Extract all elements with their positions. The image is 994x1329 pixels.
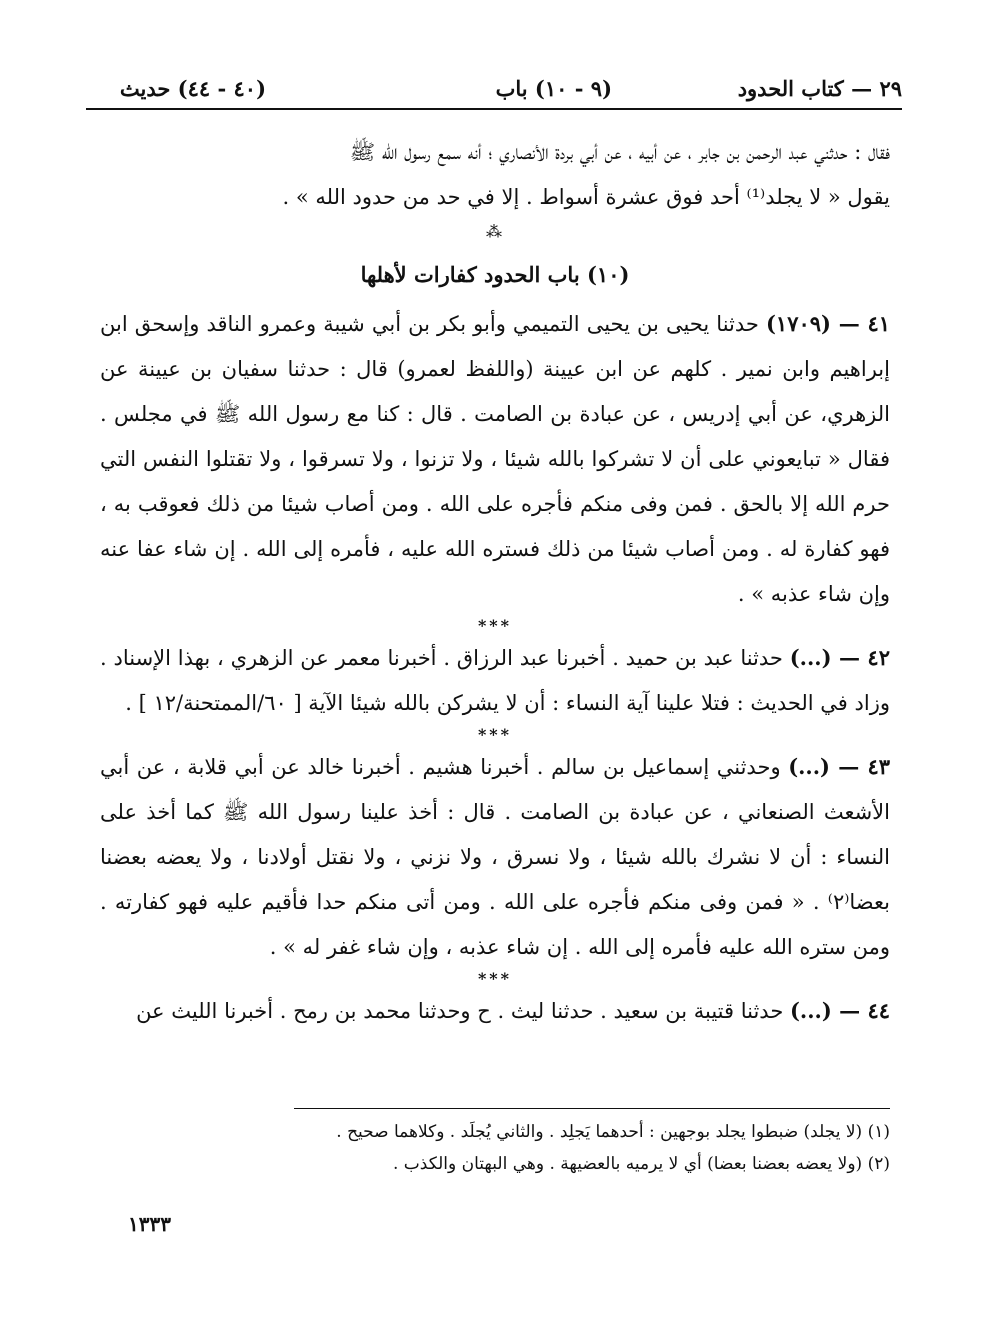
footnote-rule — [294, 1108, 890, 1109]
separator-stars: *** — [477, 725, 513, 744]
chapter-title: (١٠) باب الحدود كفارات لأهلها — [360, 262, 630, 287]
separator-ornament: ⁂ — [486, 222, 504, 241]
running-header — [86, 70, 902, 106]
hadith-42 — [100, 635, 890, 726]
hadith-text: حدثنا قتيبة بن سعيد . حدثنا ليث . ح وحدثنا محمد بن رمح . أخبرنا الليث عن — [136, 999, 784, 1023]
separator-stars: *** — [477, 969, 513, 988]
intro-line-1: فقال : حدثني عبد الرحمن بن جابر ، عن أبيه ، عن أبي بردة الأنصاري ؛ أنه سمع رسول الله ﷺ — [349, 140, 890, 164]
hadith-44 — [100, 988, 890, 1034]
footnote-1: (١) (لا يجلد) ضبطوا يجلد بوجهين : أحدهما يَجلِد . والثاني يُجلَد . وكلاهما صحيح . — [336, 1122, 890, 1142]
header-chapter-range: (٩ - ١٠) باب — [495, 76, 612, 101]
hadith-text: حدثنا عبد بن حميد . أخبرنا عبد الرزاق . أخبرنا معمر عن الزهري ، بهذا الإسناد . وزاد في الحديث : فتلا علينا آية النساء : أن لا يشركن بالله شيئا الآية [ ٦٠/الممتحنة/١٢ ] . — [100, 646, 890, 715]
separator-stars: *** — [477, 616, 513, 635]
main-text — [100, 130, 890, 1034]
hadith-text: وحدثني إسماعيل بن سالم . أخبرنا هشيم . أخبرنا خالد عن أبي قلابة ، عن أبي الأشعث الصنعاني ، عن عبادة بن الصامت . قال : أخذ علينا رسول الله ﷺ كما أخذ على النساء : أن لا نشرك بالله شيئا ، ولا نسرق ، ولا نزني ، ولا نقتل أولادنا ، ولا يعضه بعضنا بعضا⁽٢⁾ . « فمن وفى منكم فأجره على الله . ومن أتى منكم حدا فأقيم عليه فهو كفارته . ومن ستره الله عليه فأمره إلى الله . إن شاء عذبه ، وإن شاء غفر له » . — [100, 755, 890, 959]
hadith-number: ٤٢ — (...) — [789, 645, 890, 670]
hadith-number: ٤٣ — (...) — [788, 754, 890, 779]
hadith-43 — [100, 744, 890, 970]
footnotes — [294, 1116, 890, 1180]
header-book-title: ٢٩ — كتاب الحدود — [737, 76, 902, 101]
footnote-2: (٢) (ولا يعضه بعضنا بعضا) أي لا يرميه بالعضيهة . وهي البهتان والكذب . — [392, 1154, 890, 1174]
intro-line-2: يقول « لا يجلد⁽¹⁾ أحد فوق عشرة أسواط . إلا في حد من حدود الله » . — [282, 185, 890, 209]
page-number: ١٣٣٣ — [128, 1212, 171, 1236]
hadith-number: ٤١ — (١٧٠٩) — [765, 311, 890, 336]
hadith-number: ٤٤ — (...) — [790, 998, 890, 1023]
header-hadith-range: (٤٠ - ٤٤) حديث — [119, 76, 266, 101]
hadith-text: حدثنا يحيى بن يحيى التميمي وأبو بكر بن أبي شيبة وعمرو الناقد وإسحق ابن إبراهيم وابن نمير . كلهم عن ابن عيينة (واللفظ لعمرو) قال : حدثنا سفيان بن عيينة عن الزهري، عن أبي إدريس ، عن عبادة بن الصامت . قال : كنا مع رسول الله ﷺ في مجلس . فقال « تبايعوني على أن لا تشركوا بالله شيئا ، ولا تزنوا ، ولا تسرقوا ، ولا تقتلوا النفس التي حرم الله إلا بالحق . فمن وفى منكم فأجره على الله . ومن أصاب شيئا من ذلك فعوقب به ، فهو كفارة له . ومن أصاب شيئا من ذلك فستره الله عليه ، فأمره إلى الله . إن شاء عفا عنه وإن شاء عذبه » . — [100, 312, 890, 606]
header-rule — [86, 108, 902, 110]
hadith-41 — [100, 301, 890, 617]
